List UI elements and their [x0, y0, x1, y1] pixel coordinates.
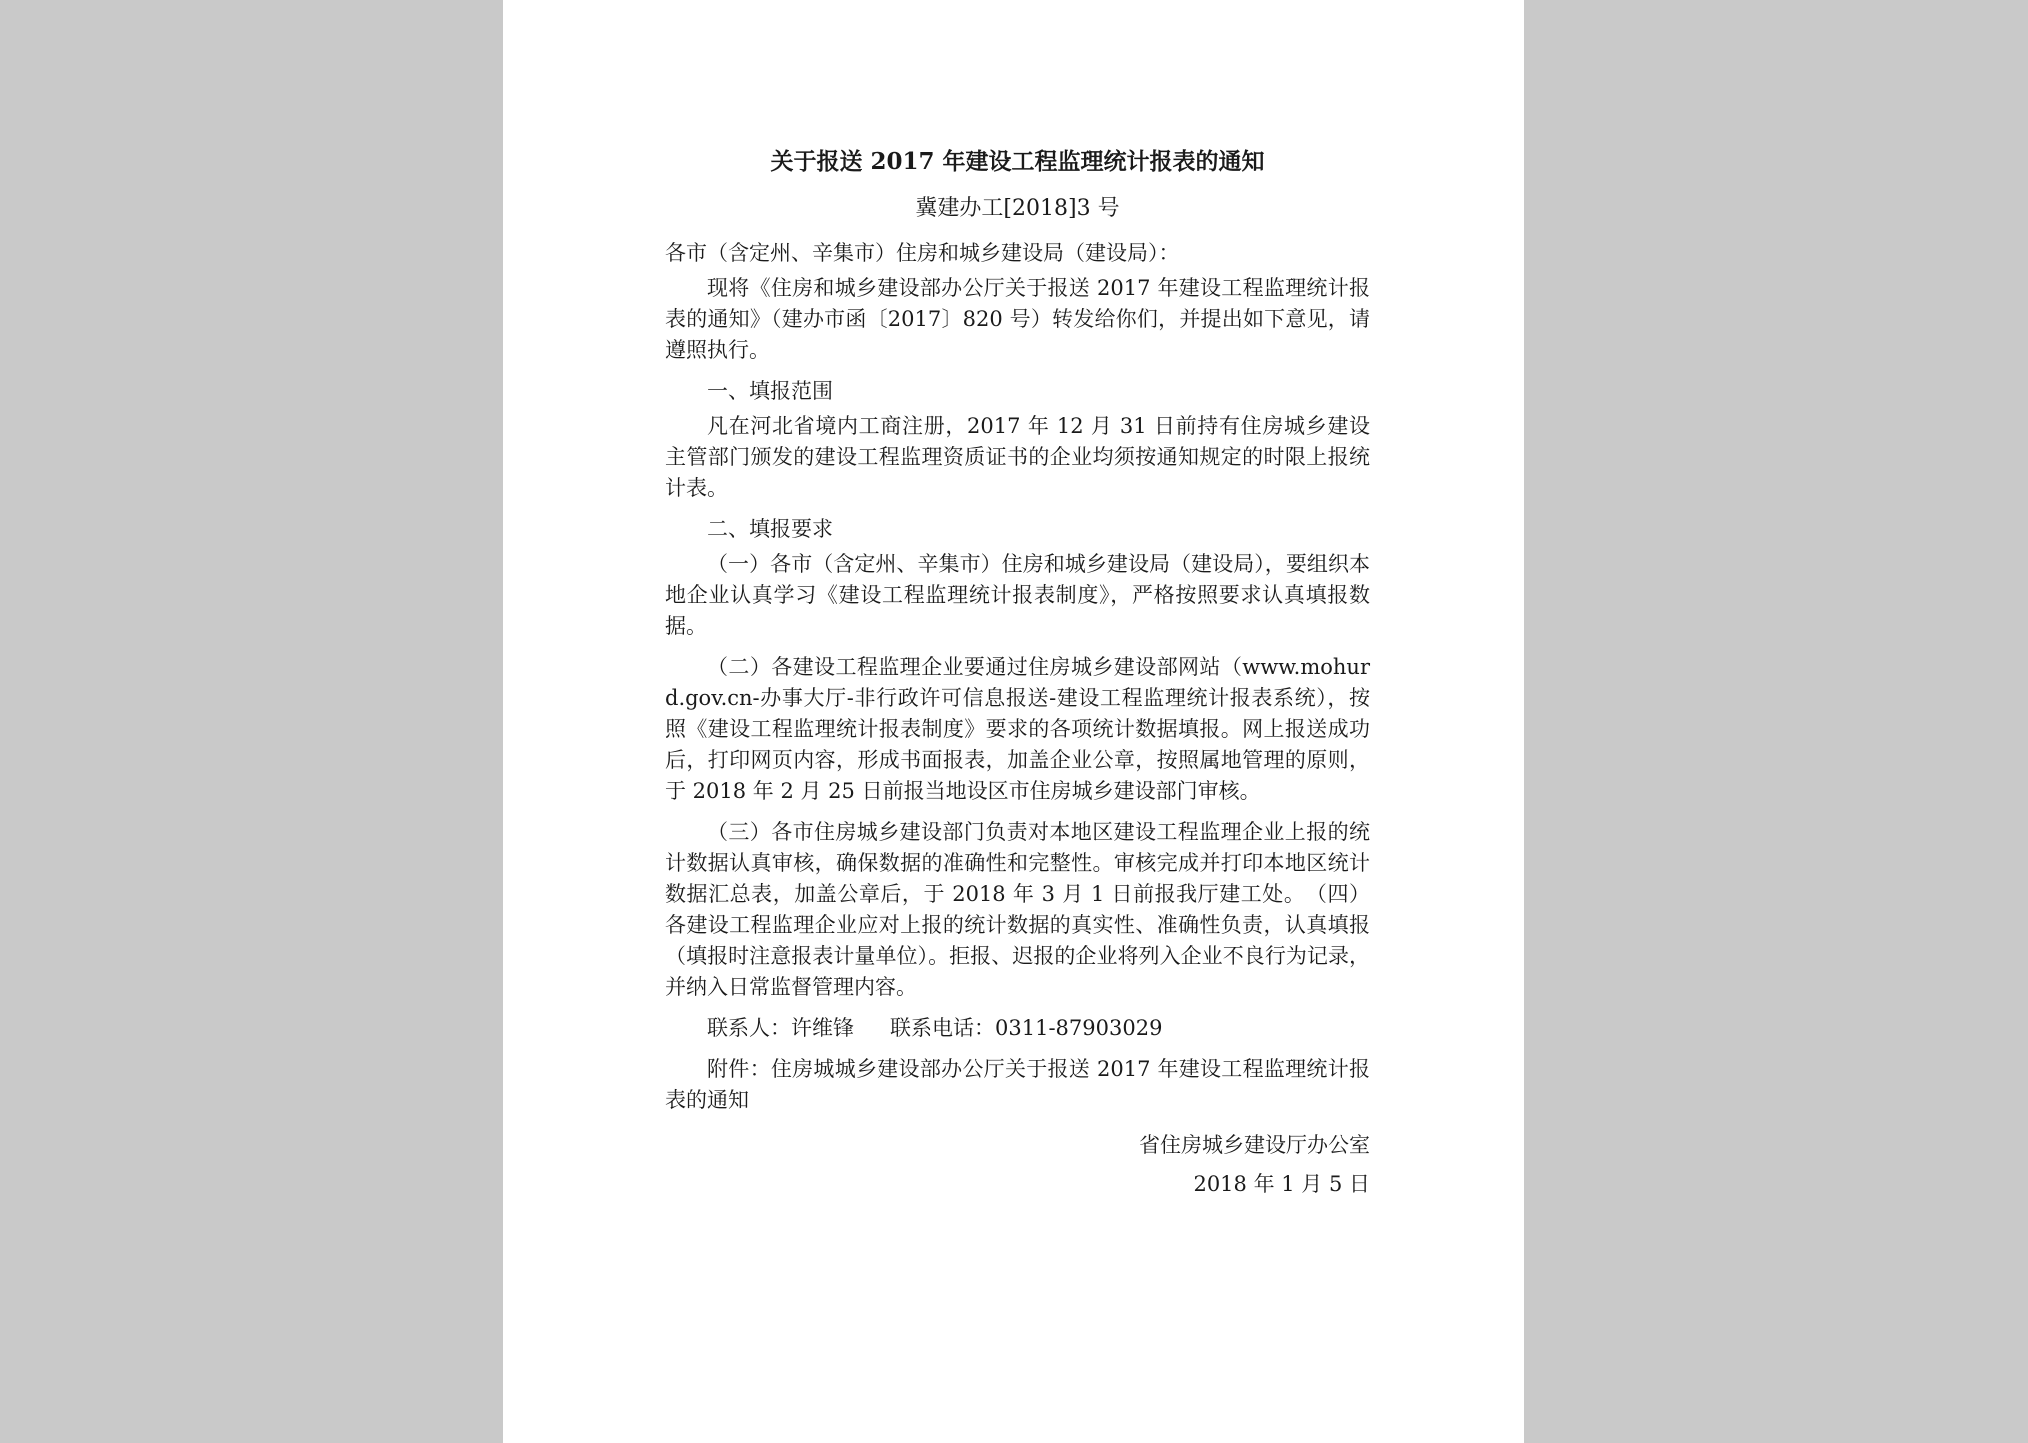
- intro-paragraph: 现将《住房和城乡建设部办公厅关于报送 2017 年建设工程监理统计报表的通知》（建办市函〔2017〕820 号）转发给你们，并提出如下意见，请遵照执行。: [665, 276, 1370, 362]
- contact-phone: 联系电话：0311-87903029: [890, 1016, 1163, 1040]
- section-heading-requirements: 二、填报要求: [707, 517, 833, 541]
- contact-line: [665, 1013, 1370, 1044]
- issuer: 省住房城乡建设厅办公室: [1139, 1133, 1370, 1157]
- attachment-line: 附件：住房城城乡建设部办公厅关于报送 2017 年建设工程监理统计报表的通知: [665, 1057, 1370, 1112]
- document-number: 冀建办工[2018]3 号: [915, 196, 1120, 221]
- requirement-2: （二）各建设工程监理企业要通过住房城乡建设部网站（www.mohurd.gov.cn-办事大厅-非行政许可信息报送-建设工程监理统计报表系统），按照《建设工程监理统计报表制度》要求的各项统计数据填报。网上报送成功后，打印网页内容，形成书面报表，加盖企业公章，按照属地管理的原则，于 2018 年 2 月 25 日前报当地设区市住房城乡建设部门审核。: [665, 655, 1370, 803]
- scope-paragraph: 凡在河北省境内工商注册，2017 年 12 月 31 日前持有住房城乡建设主管部门颁发的建设工程监理资质证书的企业均须按通知规定的时限上报统计表。: [665, 414, 1370, 500]
- requirement-3-4: （三）各市住房城乡建设部门负责对本地区建设工程监理企业上报的统计数据认真审核，确保数据的准确性和完整性。审核完成并打印本地区统计数据汇总表，加盖公章后，于 2018 年 3 月 1 日前报我厅建工处。 （四）各建设工程监理企业应对上报的统计数据的真实性、准确性负责，认真填报（填报时注意报表计量单位）。拒报、迟报的企业将列入企业不良行为记录，并纳入日常监督管理内容。: [665, 820, 1370, 999]
- salutation: 各市（含定州、辛集市）住房和城乡建设局（建设局）：: [665, 241, 1180, 265]
- requirement-1: （一）各市（含定州、辛集市）住房和城乡建设局（建设局），要组织本地企业认真学习《建设工程监理统计报表制度》，严格按照要求认真填报数据。: [665, 552, 1370, 638]
- document-title: 关于报送 2017 年建设工程监理统计报表的通知: [770, 148, 1265, 175]
- section-heading-scope: 一、填报范围: [707, 379, 833, 403]
- contact-person: 联系人：许维锋: [707, 1016, 854, 1040]
- document-body: [665, 140, 1370, 1204]
- issue-date: 2018 年 1 月 5 日: [1193, 1172, 1370, 1196]
- document-page: [503, 0, 1524, 1443]
